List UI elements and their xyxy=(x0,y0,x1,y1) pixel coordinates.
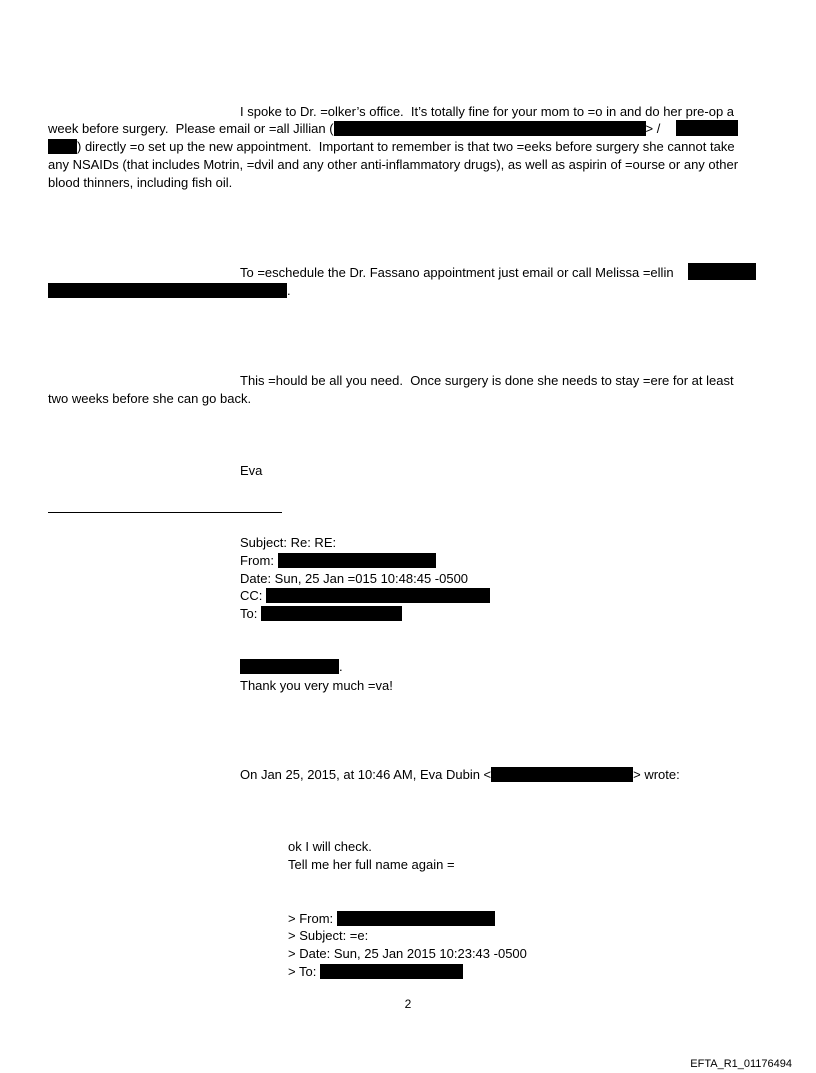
page-number: 2 xyxy=(404,997,412,1011)
quote-intro-text: On Jan 25, 2015, at 10:46 AM, Eva Dubin < xyxy=(240,767,492,782)
redaction-box xyxy=(48,283,287,298)
paragraph-2-line-2-period: . xyxy=(287,283,291,298)
document-id: EFTA_R1_01176494 xyxy=(690,1058,792,1070)
paragraph-3-line-2: two weeks before she can go back. xyxy=(48,391,252,406)
paragraph-1-line-5: blood thinners, including fish oil. xyxy=(48,175,233,190)
quote-intro xyxy=(240,766,680,783)
redaction-box xyxy=(491,767,633,782)
quote-to xyxy=(288,963,463,980)
quote-to-label: > To: xyxy=(288,964,317,979)
paragraph-2-line-2 xyxy=(48,282,291,299)
quote-from-label: > From: xyxy=(288,911,334,926)
paragraph-1-line-3 xyxy=(48,138,735,155)
paragraph-1-line-2-separator: > / xyxy=(645,121,661,136)
reply-period: . xyxy=(339,659,343,674)
header-cc xyxy=(240,587,490,604)
paragraph-1-line-3-text: ) directly =o set up the new appointment. Important to remember is that two =eeks before surgery she cannot take xyxy=(77,139,735,154)
signature: Eva xyxy=(240,463,263,478)
paragraph-1-line-2-text: week before surgery. Please email or =all Jillian ( xyxy=(48,121,334,136)
paragraph-1-line-2 xyxy=(48,120,660,137)
separator-rule xyxy=(48,512,282,513)
quote-line-2: Tell me her full name again = xyxy=(288,857,455,872)
redaction-box xyxy=(688,263,756,280)
header-to-label: To: xyxy=(240,606,258,621)
redaction-box xyxy=(337,911,495,926)
header-date: Date: Sun, 25 Jan =015 10:48:45 -0500 xyxy=(240,571,469,586)
header-from-label: From: xyxy=(240,553,274,568)
redaction-box xyxy=(266,588,490,603)
redaction-box xyxy=(676,120,738,136)
header-to xyxy=(240,605,402,622)
reply-thanks: Thank you very much =va! xyxy=(240,678,393,693)
header-from xyxy=(240,552,436,569)
quote-date: > Date: Sun, 25 Jan 2015 10:23:43 -0500 xyxy=(288,946,527,961)
paragraph-2-line-1: To =eschedule the Dr. Fassano appointment just email or call Melissa =ellin xyxy=(240,265,674,280)
header-cc-label: CC: xyxy=(240,588,263,603)
paragraph-1-line-4: any NSAIDs (that includes Motrin, =dvil and any other anti-inflammatory drugs), as well as aspirin of =ourse or any other xyxy=(48,157,739,172)
header-subject: Subject: Re: RE: xyxy=(240,535,337,550)
reply-line-1 xyxy=(240,658,343,675)
redaction-box xyxy=(48,139,77,154)
redaction-box xyxy=(261,606,402,621)
redaction-box xyxy=(240,659,339,674)
quote-from xyxy=(288,910,495,927)
redaction-box xyxy=(334,121,646,136)
quote-subject: > Subject: =e: xyxy=(288,928,369,943)
paragraph-1-line-1: I spoke to Dr. =olker’s office. It’s totally fine for your mom to =o in and do her pre-op a xyxy=(240,104,735,119)
quote-intro-wrote: > wrote: xyxy=(633,767,680,782)
paragraph-3-line-1: This =hould be all you need. Once surgery is done she needs to stay =ere for at least xyxy=(240,373,734,388)
redaction-box xyxy=(320,964,463,979)
quote-line-1: ok I will check. xyxy=(288,839,372,854)
redaction-box xyxy=(278,553,436,568)
